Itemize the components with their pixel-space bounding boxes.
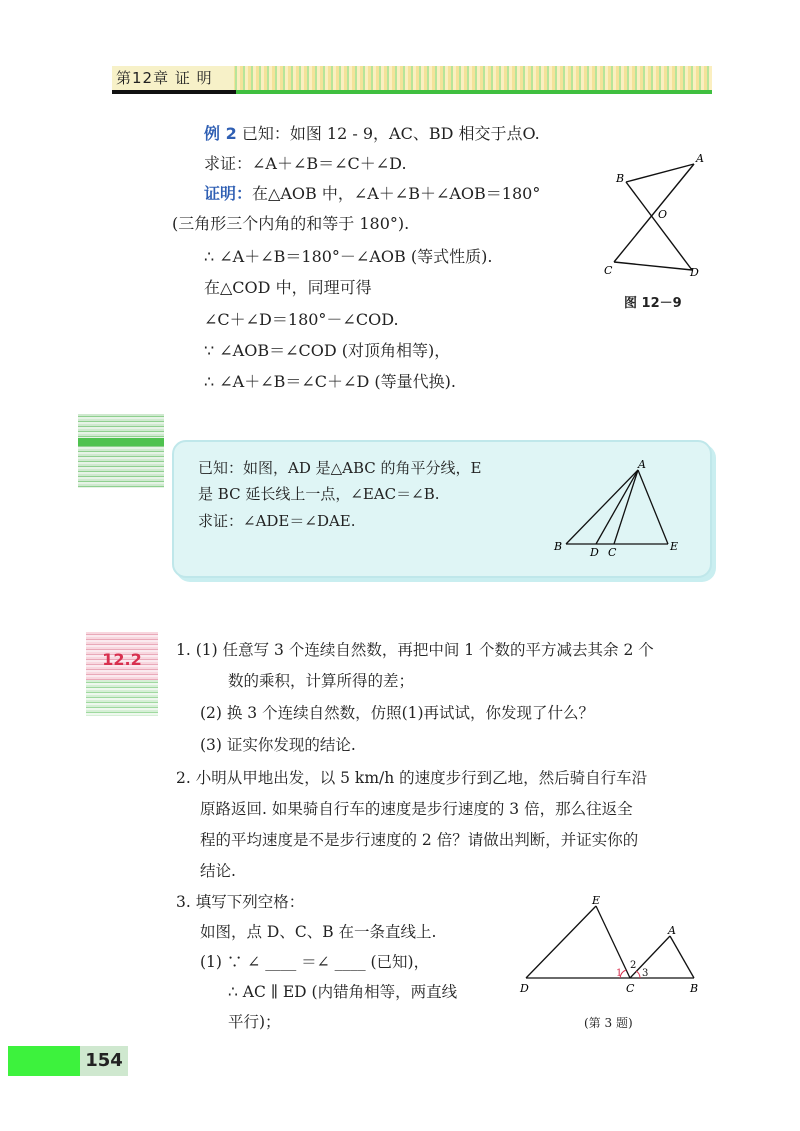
ex-point-e-label: E xyxy=(670,540,679,553)
exercise-tab-decoration xyxy=(78,414,164,488)
problem-3-line-2: 如图，点 D、C、B 在一条直线上. xyxy=(200,923,437,941)
problem-3-caption: (第 3 题) xyxy=(584,1016,633,1030)
p3-point-e-label: E xyxy=(592,894,601,907)
problem-2-line-4: 结论. xyxy=(200,862,236,880)
p3-point-d-label: D xyxy=(520,982,529,995)
example-label: 例 2 xyxy=(204,124,237,143)
problem-1-line-4: (3) 证实你发现的结论. xyxy=(200,736,356,754)
exercise-line-1: 已知：如图，AD 是△ABC 的角平分线，E xyxy=(198,459,482,477)
problem-3-line-1: 3. 填写下列空格： xyxy=(176,893,305,911)
section-tab-label: 12.2 xyxy=(102,650,142,669)
figure-12-9-caption: 图 12－9 xyxy=(624,296,682,311)
ex-point-c-label: C xyxy=(608,546,617,558)
exercise-figure xyxy=(548,458,688,558)
proof-line-2: (三角形三个内角的和等于 180°). xyxy=(172,214,410,233)
header-green-rule xyxy=(236,90,712,94)
problem-3-figure xyxy=(512,892,708,1000)
point-b-label: B xyxy=(616,172,625,185)
proof-line-3: ∴ ∠A＋∠B＝180°－∠AOB (等式性质). xyxy=(204,247,493,266)
proof-line-4: 在△COD 中，同理可得 xyxy=(204,278,372,297)
problem-2-line-3: 程的平均速度是不是步行速度的 2 倍？请做出判断，并证实你的 xyxy=(200,831,639,849)
exercise-line-2: 是 BC 延长线上一点，∠EAC＝∠B. xyxy=(198,485,440,503)
p3-point-b-label: B xyxy=(690,982,699,995)
problem-1-line-2: 数的乘积，计算所得的差； xyxy=(228,672,415,690)
proof-label: 证明： xyxy=(204,184,253,203)
exercise-tab-band xyxy=(78,438,164,446)
p3-point-a-label: A xyxy=(668,924,676,937)
point-a-label: A xyxy=(696,152,704,165)
section-tab-band xyxy=(86,680,158,716)
proof-line-6: ∵ ∠AOB＝∠COD (对顶角相等)， xyxy=(204,341,451,360)
point-o-label: O xyxy=(658,208,668,221)
problem-3-line-5: 平行)； xyxy=(228,1013,281,1031)
point-c-label: C xyxy=(604,264,613,277)
ex-point-a-label: A xyxy=(638,458,646,471)
page-number: 154 xyxy=(80,1046,128,1076)
angle-3-label: 3 xyxy=(642,968,649,979)
problem-3-line-4: ∴ AC ∥ ED (内错角相等，两直线 xyxy=(228,983,458,1001)
ex-point-b-label: B xyxy=(554,540,563,553)
figure-12-9 xyxy=(596,148,716,288)
angle-1-label: 1 xyxy=(616,968,623,979)
angle-2-label: 2 xyxy=(630,960,637,971)
point-d-label: D xyxy=(690,266,699,279)
example-prove: 求证：∠A＋∠B＝∠C＋∠D. xyxy=(204,154,407,173)
example-given xyxy=(204,124,540,144)
p3-point-c-label: C xyxy=(626,982,635,995)
ex-point-d-label: D xyxy=(590,546,599,558)
exercise-line-3: 求证：∠ADE＝∠DAE. xyxy=(198,512,356,530)
problem-2-line-2: 原路返回. 如果骑自行车的速度是步行速度的 3 倍，那么往返全 xyxy=(200,800,633,818)
proof-line-1-text: 在△AOB 中，∠A＋∠B＋∠AOB＝180° xyxy=(252,184,541,203)
proof-line-7: ∴ ∠A＋∠B＝∠C＋∠D (等量代换). xyxy=(204,372,456,391)
chapter-title: 第12章 证 明 xyxy=(112,66,234,90)
problem-3-line-3: (1) ∵ ∠ ____ ＝∠ ____ (已知)， xyxy=(200,953,430,971)
problem-2-line-1: 2. 小明从甲地出发，以 5 km/h 的速度步行到乙地，然后骑自行车沿 xyxy=(176,769,648,787)
proof-line-5: ∠C＋∠D＝180°－∠COD. xyxy=(204,310,399,329)
example-given-text: 已知：如图 12 - 9，AC、BD 相交于点O. xyxy=(241,124,540,143)
proof-line-1 xyxy=(204,184,540,204)
problem-1-line-3: (2) 换 3 个连续自然数，仿照(1)再试试，你发现了什么？ xyxy=(200,704,595,722)
problem-1-line-1: 1. (1) 任意写 3 个连续自然数，再把中间 1 个数的平方减去其余 2 个 xyxy=(176,641,654,659)
